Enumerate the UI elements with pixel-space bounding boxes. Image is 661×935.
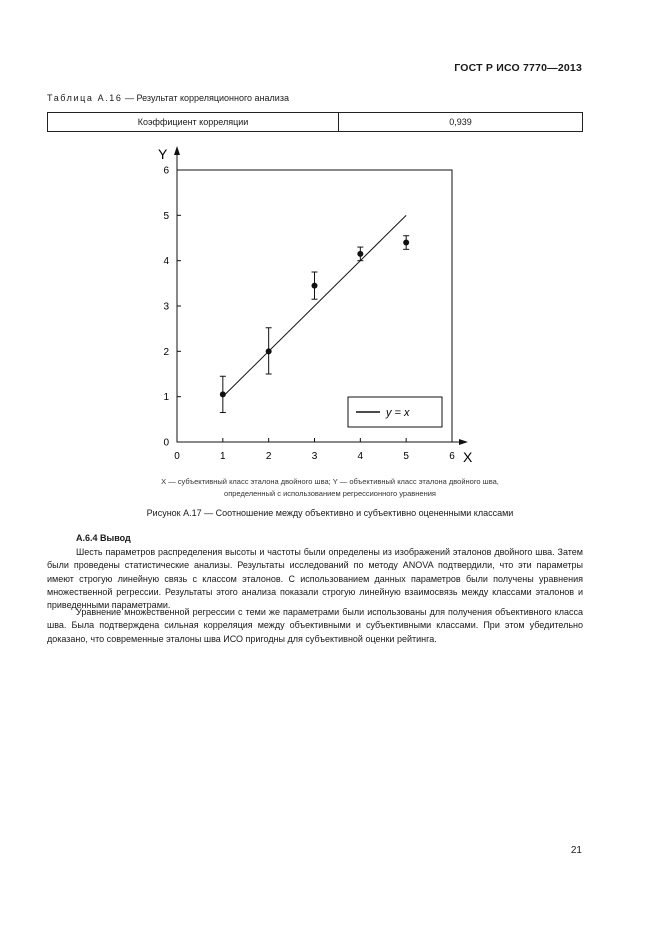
data-point — [403, 240, 409, 246]
page-number: 21 — [570, 845, 582, 856]
x-axis-label: X — [463, 449, 473, 465]
y-tick-label: 4 — [163, 256, 169, 268]
section-heading: А.6.4 Вывод — [76, 533, 131, 543]
paragraph-2: Уравнение множественной регрессии с теми же параметрами были использованы для получения объективного класса шва. Была подтверждена сильная корреляция между объективными и субъективными классами. При этом убедительно доказано, что современные эталоны шва ИСО пригодны для субъективной оценки рейтинга. — [47, 607, 583, 644]
paragraph-1: Шесть параметров распределения высоты и частоты были определены из изображений эталонов двойного шва. Затем были проведены статистические анализы. Результаты исследований по методу ANOVA подтвердили, что эти параметры имеют строгую линейную связь с классом эталонов. С использованием данных параметров были получены уравнения множественной регрессии. Результаты этого анализа показали строгую линейную взаимосвязь между классами эталонов и приведенными параметрами. — [47, 547, 583, 611]
figure-caption: Рисунок А.17 — Соотношение между объективно и субъективно оцененными классами — [146, 508, 514, 518]
x-tick-label: 2 — [265, 451, 272, 462]
table-caption-text: — Результат корреляционного анализа — [122, 93, 289, 103]
x-tick-label: 3 — [311, 451, 318, 462]
y-axis-label: Y — [158, 146, 168, 162]
correlation-value-cell: 0,939 — [449, 117, 472, 127]
table-caption — [47, 93, 289, 103]
data-point — [266, 348, 272, 354]
table-caption-label: Таблица А.16 — [47, 93, 123, 103]
reference-line-y-equals-x — [223, 215, 406, 396]
y-axis-arrow-icon — [174, 146, 180, 155]
x-tick-label: 0 — [174, 451, 180, 462]
x-tick-label: 6 — [449, 451, 455, 462]
y-tick-label: 1 — [163, 392, 169, 404]
axis-legend-line-1: X — субъективный класс эталона двойного шва; Y — объективный класс эталона двойного шва, — [161, 477, 499, 486]
x-tick-label: 5 — [403, 451, 409, 462]
figure-axis-legend — [80, 476, 580, 500]
data-point — [220, 391, 226, 397]
axis-legend-line-2: определенный с использованием регрессионного уравнения — [224, 489, 436, 498]
scatter-chart — [150, 140, 490, 468]
x-axis-arrow-icon — [459, 439, 468, 445]
y-tick-label: 5 — [163, 210, 169, 222]
correlation-label-cell: Коэффициент корреляции — [48, 113, 339, 131]
correlation-table — [47, 112, 583, 132]
y-tick-label: 3 — [163, 301, 169, 313]
data-point — [312, 283, 318, 289]
standard-header: ГОСТ Р ИСО 7770—2013 — [454, 62, 582, 74]
x-tick-label: 4 — [357, 451, 364, 462]
x-tick-label: 1 — [220, 451, 226, 462]
y-tick-label: 6 — [163, 165, 169, 177]
y-tick-label: 0 — [163, 437, 169, 449]
y-tick-label: 2 — [163, 346, 169, 358]
chart-root — [158, 146, 473, 465]
data-point — [357, 251, 363, 257]
legend-label: y = x — [386, 407, 410, 419]
